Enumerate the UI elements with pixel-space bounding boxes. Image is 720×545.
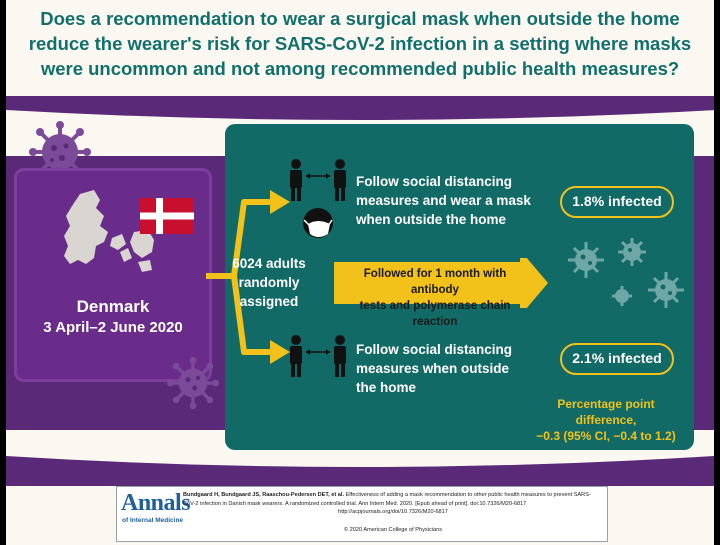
control-arm-line1: Follow social distancing [356, 342, 513, 357]
control-arm-line2: measures when outside [356, 361, 510, 376]
mask-arm-line1: Follow social distancing [356, 174, 513, 189]
virus-cluster-icon [566, 234, 686, 314]
participants-line3: assigned [239, 294, 299, 309]
study-dates: 3 April–2 June 2020 [43, 319, 183, 336]
mask-arm-result: 1.8% infected [560, 186, 674, 218]
citation-url[interactable]: http://acpjournals.org/doi/10.7326/M20-6817 [338, 509, 448, 515]
social-distancing-icon [286, 158, 350, 202]
denmark-flag-icon [140, 198, 194, 234]
citation-authors: Bundgaard H, Bundgaard JS, Raaschou-Pedersen DET, et al. [183, 492, 345, 498]
annals-logo-subtitle: of Internal Medicine [122, 517, 184, 524]
social-distancing-icon [286, 334, 350, 378]
citation-text [183, 491, 603, 517]
participants-label [224, 254, 314, 311]
annals-logo: Annals [121, 490, 191, 516]
mask-arm-line3: when outside the home [356, 212, 507, 227]
followup-line2: tests and polymerase chain reaction [359, 300, 511, 328]
copyright: © 2020 American College of Physicians [343, 527, 443, 533]
difference-line2: −0.3 (95% CI, −0.4 to 1.2) [536, 429, 676, 443]
page-title: Does a recommendation to wear a surgical mask when outside the home reduce the wearer's risk for SARS-CoV-2 infection in a setting where masks were uncommon and not among recommended public health measures? [28, 8, 692, 79]
location-country: Denmark [76, 297, 150, 316]
mask-wearer-icon [300, 206, 336, 244]
participants-line1: 6024 adults [232, 256, 306, 271]
infographic [6, 0, 714, 545]
difference-line1: Percentage point difference, [557, 397, 655, 427]
followup-description [340, 266, 530, 330]
citation-body: Effectiveness of adding a mask recommendation to other public health measures to prevent SARS-CoV-2 infection in Danish mask wearers. A randomized controlled trial. Ann Intern Med. 2020. [Epub ahead of print]. doi:10.7326/M20-6817 [183, 492, 591, 507]
followup-line1: Followed for 1 month with antibody [363, 268, 507, 296]
mask-arm-line2: measures and wear a mask [356, 193, 531, 208]
citation-box [116, 486, 608, 542]
percentage-point-difference [526, 396, 686, 444]
control-arm-result: 2.1% infected [560, 343, 674, 375]
mask-arm-description [356, 172, 556, 229]
participants-line2: randomly [238, 275, 300, 290]
control-arm-line3: the home [356, 380, 417, 395]
control-arm-description [356, 340, 556, 397]
